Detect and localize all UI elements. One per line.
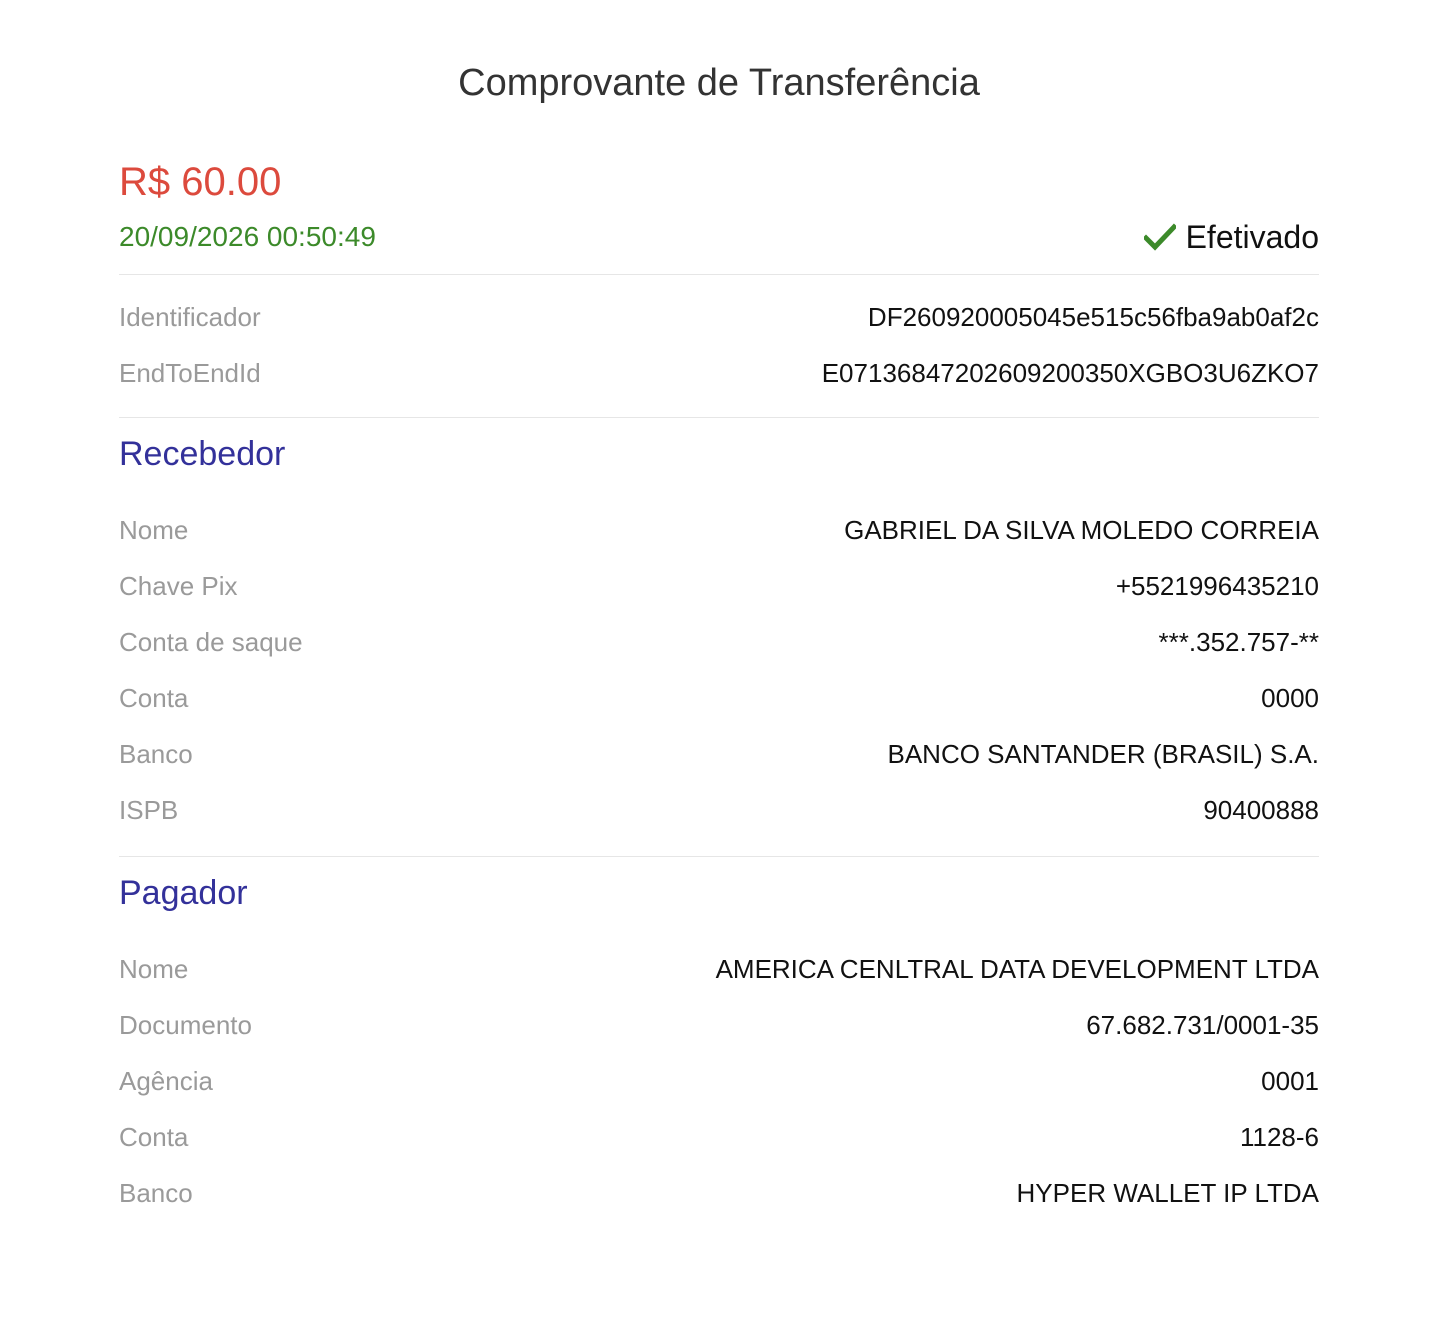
recebedor-section xyxy=(119,418,1319,856)
check-icon xyxy=(1144,223,1176,251)
detail-value: HYPER WALLET IP LTDA xyxy=(1016,1177,1319,1208)
detail-row xyxy=(119,1109,1319,1165)
detail-label: Conta de saque xyxy=(119,626,303,657)
detail-value: ***.352.757-** xyxy=(1158,626,1319,657)
detail-row xyxy=(119,1165,1319,1221)
receipt-content xyxy=(119,156,1319,1239)
detail-row xyxy=(119,345,1319,401)
detail-label: Banco xyxy=(119,738,193,769)
detail-row xyxy=(119,726,1319,782)
amount: R$ 60.00 xyxy=(119,160,282,204)
detail-value: +5521996435210 xyxy=(1115,570,1319,601)
detail-row xyxy=(119,558,1319,614)
detail-value: AMERICA CENLTRAL DATA DEVELOPMENT LTDA xyxy=(715,953,1319,984)
detail-label: Chave Pix xyxy=(119,570,238,601)
recebedor-rows xyxy=(119,502,1319,856)
pagador-section xyxy=(119,857,1319,1239)
detail-label: Banco xyxy=(119,1177,193,1208)
detail-row xyxy=(119,782,1319,838)
identifiers-section xyxy=(119,275,1319,417)
detail-value: E07136847202609200350XGBO3U6ZKO7 xyxy=(821,357,1319,388)
date-status-row xyxy=(119,210,1319,264)
detail-label: EndToEndId xyxy=(119,357,261,388)
detail-value: 1128-6 xyxy=(1239,1121,1319,1152)
transfer-datetime: 20/09/2026 00:50:49 xyxy=(119,221,376,252)
detail-value: 0001 xyxy=(1261,1065,1319,1096)
detail-value: BANCO SANTANDER (BRASIL) S.A. xyxy=(887,738,1319,769)
section-title-recebedor: Recebedor xyxy=(119,435,286,473)
detail-label: Nome xyxy=(119,953,189,984)
detail-row xyxy=(119,670,1319,726)
detail-value: GABRIEL DA SILVA MOLEDO CORREIA xyxy=(844,514,1319,545)
detail-row xyxy=(119,997,1319,1053)
detail-value: 67.682.731/0001-35 xyxy=(1086,1009,1319,1040)
detail-row xyxy=(119,502,1319,558)
detail-row xyxy=(119,614,1319,670)
detail-value: DF260920005045e515c56fba9ab0af2c xyxy=(867,301,1319,332)
detail-label: Agência xyxy=(119,1065,213,1096)
page-title: Comprovante de Transferência xyxy=(458,62,980,104)
detail-row xyxy=(119,289,1319,345)
status-badge xyxy=(1144,219,1319,256)
detail-row xyxy=(119,941,1319,997)
detail-row xyxy=(119,1053,1319,1109)
detail-label: Documento xyxy=(119,1009,252,1040)
detail-value: 90400888 xyxy=(1203,794,1319,825)
detail-label: Nome xyxy=(119,514,189,545)
section-title-pagador: Pagador xyxy=(119,874,248,912)
status-label: Efetivado xyxy=(1185,218,1319,255)
detail-label: ISPB xyxy=(119,794,179,825)
pagador-rows xyxy=(119,941,1319,1239)
detail-label: Identificador xyxy=(119,301,261,332)
detail-value: 0000 xyxy=(1261,682,1319,713)
detail-label: Conta xyxy=(119,682,189,713)
detail-label: Conta xyxy=(119,1121,189,1152)
